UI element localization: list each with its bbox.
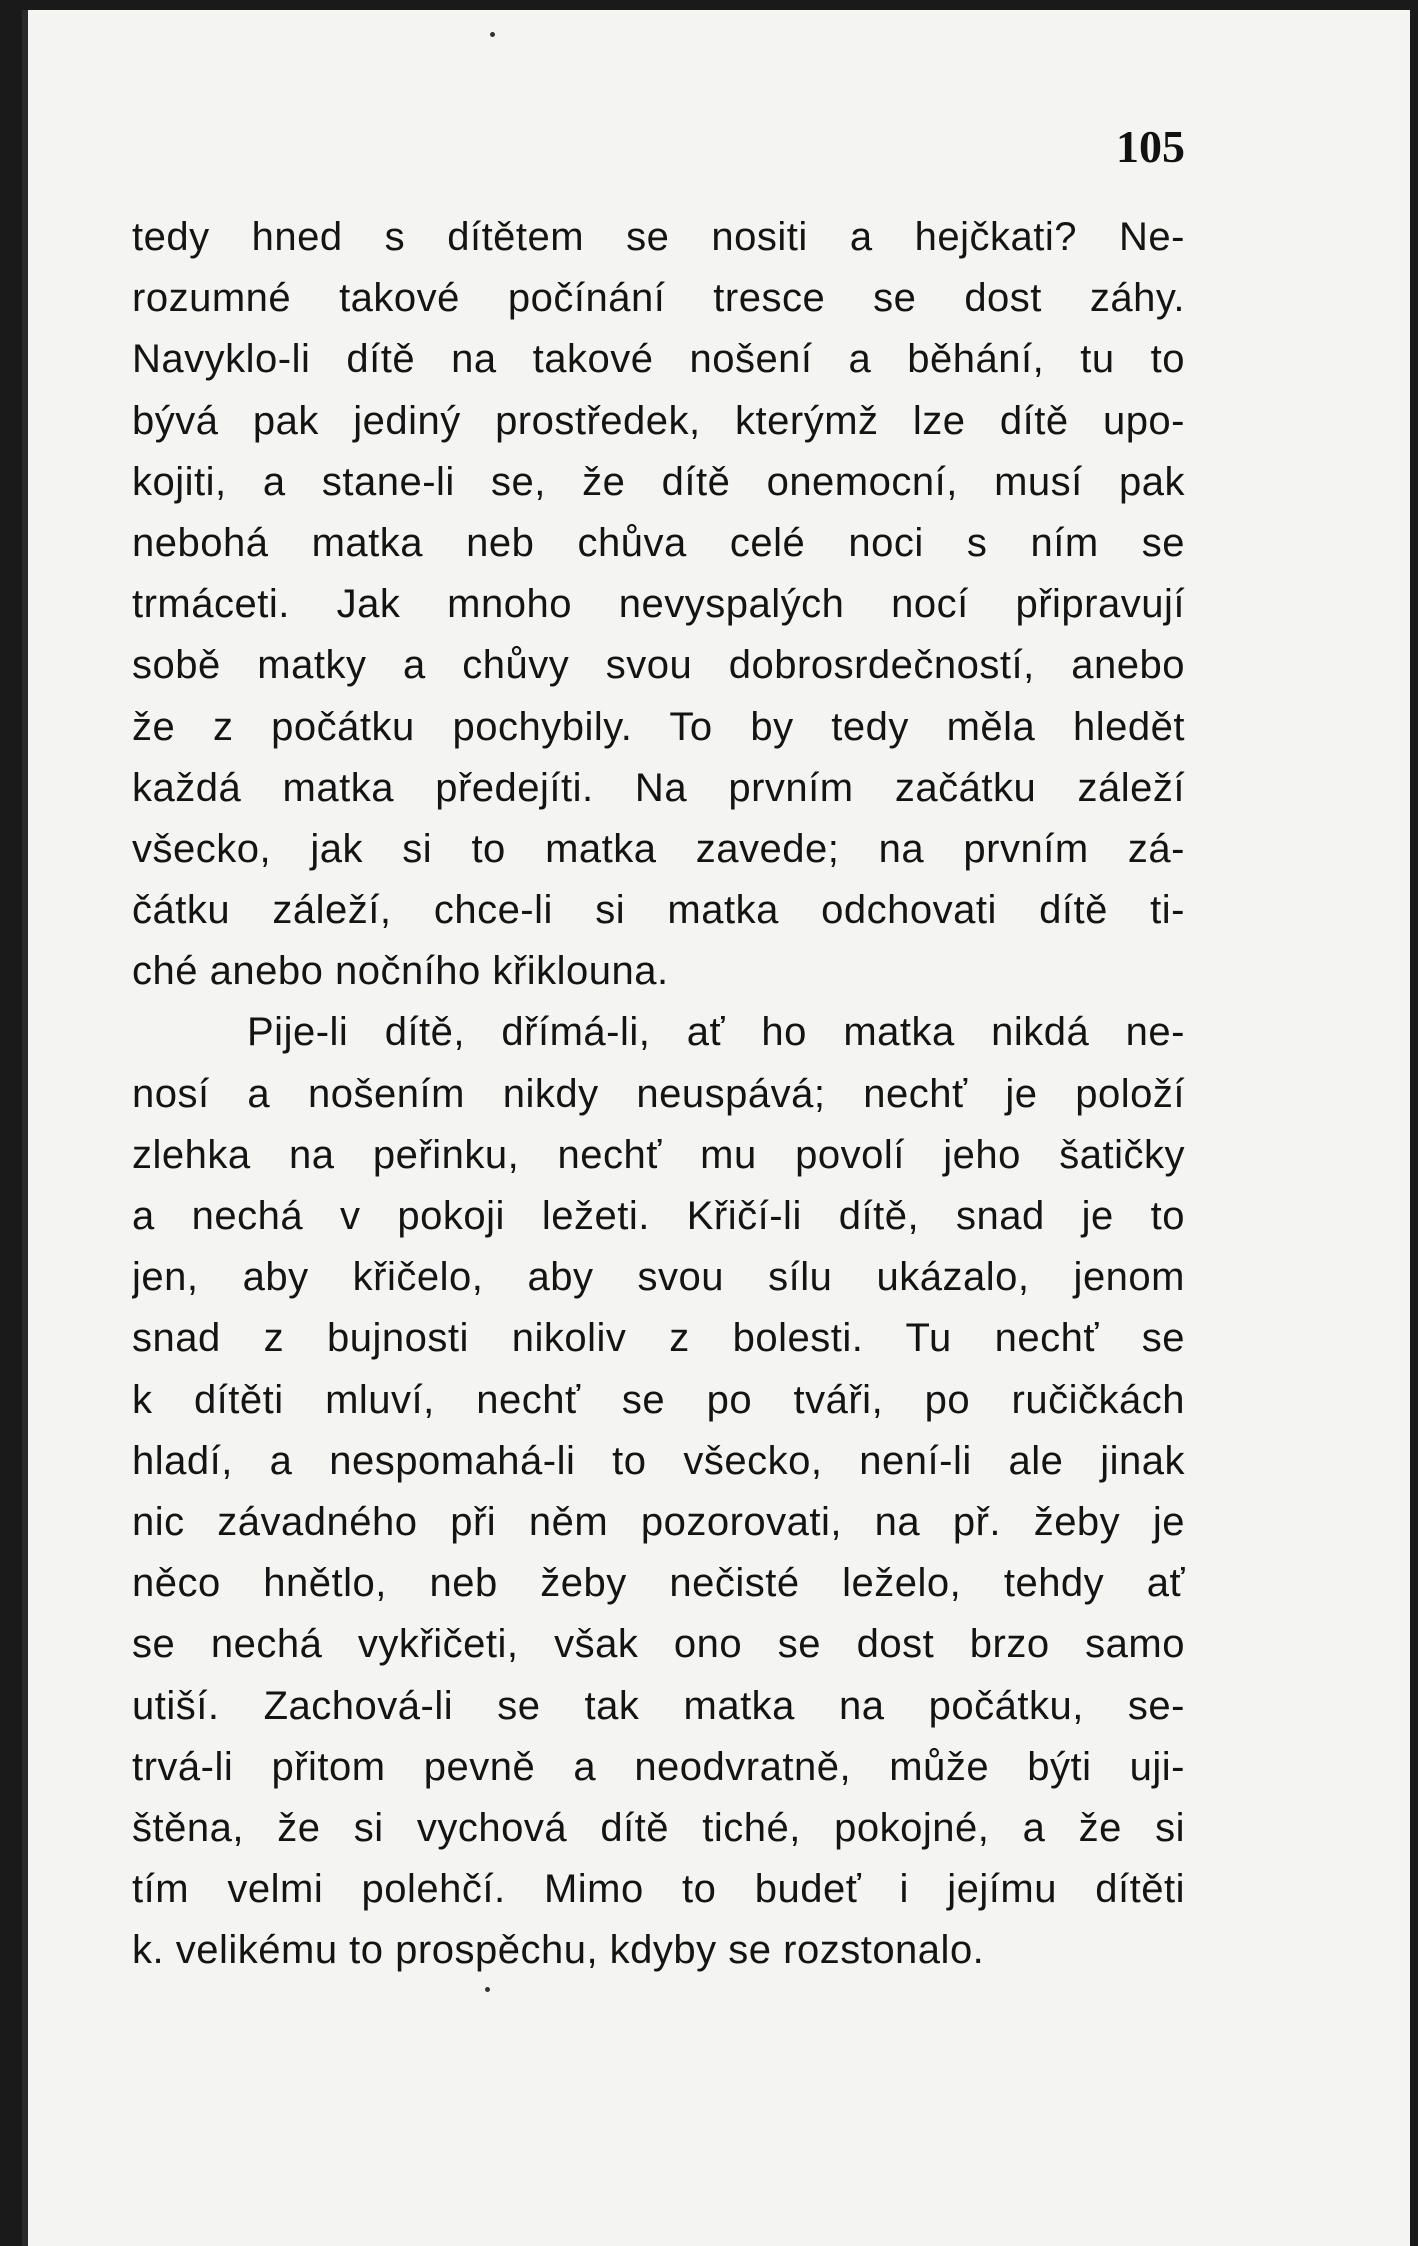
text-line: sobě matky a chůvy svou dobrosrdečností, anebo [132, 643, 1185, 688]
text-line: utiší. Zachová-li se tak matka na počátku, se- [132, 1683, 1185, 1728]
text-line: nosí a nošením nikdy neuspává; nechť je položí [132, 1071, 1185, 1116]
text-line: trvá-li přitom pevně a neodvratně, může býti uji- [132, 1744, 1185, 1789]
text-line: tedy hned s dítětem se nositi a hejčkati? Ne- [132, 215, 1185, 259]
text-line: a nechá v pokoji ležeti. Křičí-li dítě, snad je to [132, 1194, 1185, 1238]
text-line: hladí, a nespomahá-li to všecko, není-li ale jinak [132, 1438, 1185, 1483]
text-line: všecko, jak si to matka zavede; na prvním zá- [132, 826, 1185, 871]
book-page [22, 10, 1410, 2246]
text-line: k dítěti mluví, nechť se po tváři, po ručičkách [132, 1377, 1185, 1422]
text-line: Navyklo-li dítě na takové nošení a běhání, tu to [132, 337, 1185, 382]
text-line: že z počátku pochybily. To by tedy měla hledět [132, 704, 1185, 749]
text-line: něco hnětlo, neb žeby nečisté leželo, tehdy ať [132, 1561, 1185, 1606]
text-line: nebohá matka neb chůva celé noci s ním se [132, 520, 1185, 565]
text-line: nic závadného při něm pozorovati, na př. žeby je [132, 1499, 1185, 1544]
text-line: rozumné takové počínání tresce se dost záhy. [132, 276, 1185, 321]
text-line: Pije-li dítě, dřímá-li, ať ho matka nikdá ne- [247, 1010, 1185, 1055]
text-line: se nechá vykřičeti, však ono se dost brzo samo [132, 1622, 1185, 1667]
text-line: trmáceti. Jak mnoho nevyspalých nocí připravují [132, 582, 1185, 627]
text-line: štěna, že si vychová dítě tiché, pokojné, a že si [132, 1805, 1185, 1850]
page-number: 105 [1116, 121, 1185, 172]
text-line: kojiti, a stane-li se, že dítě onemocní, musí pak [132, 459, 1185, 504]
text-line: k. velikému to prospěchu, kdyby se rozstonalo. [132, 1928, 985, 1973]
paragraph [132, 207, 1185, 1002]
text-line: snad z bujnosti nikoliv z bolesti. Tu nechť se [132, 1316, 1185, 1361]
paragraph [132, 1002, 1185, 1981]
print-speck [490, 32, 495, 37]
text-line: jen, aby křičelo, aby svou sílu ukázalo, jenom [132, 1255, 1185, 1300]
text-line: zlehka na peřinku, nechť mu povolí jeho šatičky [132, 1132, 1185, 1177]
text-line: tím velmi polehčí. Mimo to budeť i jejímu dítěti [132, 1867, 1185, 1912]
text-line: každá matka předejíti. Na prvním začátku záleží [132, 765, 1185, 810]
text-line: ché anebo nočního křiklouna. [132, 949, 669, 994]
print-speck [485, 1987, 490, 1992]
text-line: bývá pak jediný prostředek, kterýmž lze dítě upo- [132, 398, 1185, 443]
text-line: čátku záleží, chce-li si matka odchovati dítě ti- [132, 888, 1185, 933]
body-text [132, 207, 1185, 1981]
